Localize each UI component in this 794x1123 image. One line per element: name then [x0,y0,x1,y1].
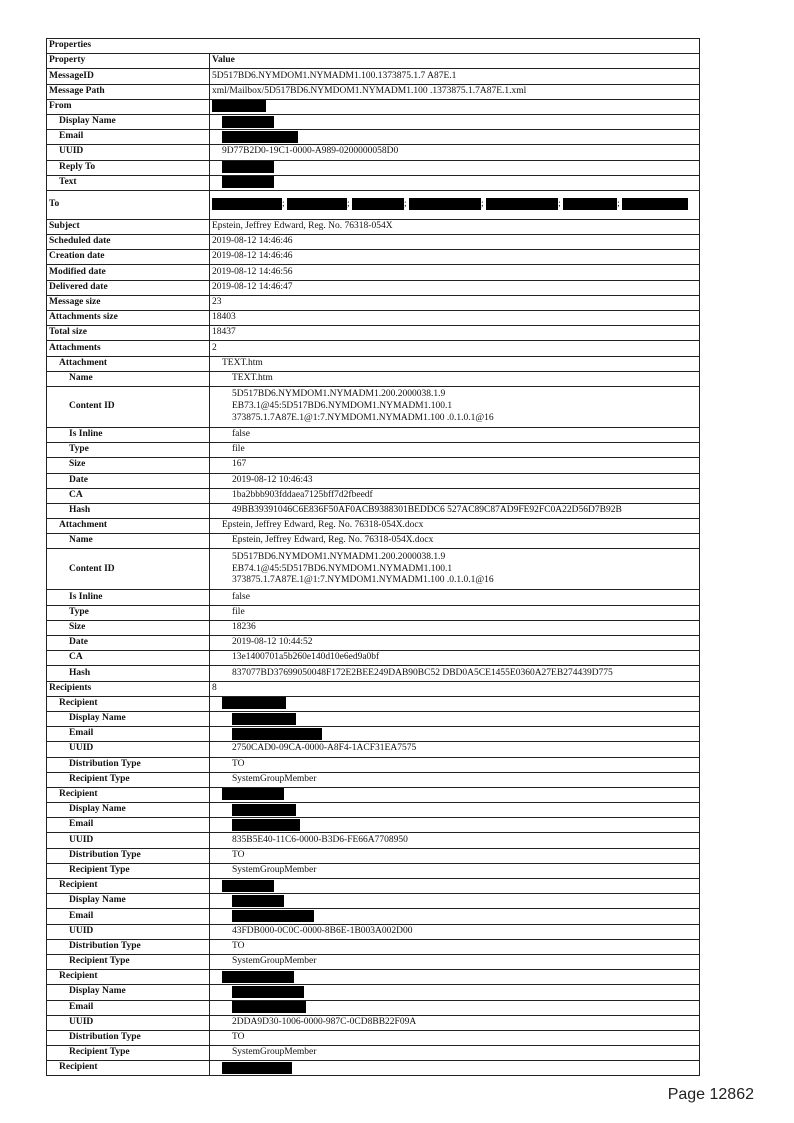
redacted-cell [210,909,700,924]
row-label: Message size [47,295,210,310]
table-row [47,970,700,985]
table-row [47,848,700,863]
table-row [47,488,700,503]
redaction-block [222,1062,292,1074]
uuid-value: 2750CAD0-09CA-0000-A8F4-1ACF31EA7575 [210,742,700,757]
content-id-line: 373875.1.7A87E.1@1:7.NYMDOM1.NYMADM1.100 .0.1.0.1@16 [232,412,494,423]
row-label: Date [47,636,210,651]
page-number: Page 12862 [667,1086,754,1103]
distribution-type-value: TO [210,939,700,954]
delivered-value: 2019-08-12 14:46:47 [210,280,700,295]
row-label: Display Name [47,985,210,1000]
content-id-line: EB74.1@45:5D517BD6.NYMDOM1.NYMADM1.100.1 [232,563,453,574]
row-label: Creation date [47,250,210,265]
type-value: file [210,605,700,620]
distribution-type-value: TO [210,1030,700,1045]
row-label: Attachment [47,356,210,371]
redacted-cell [210,787,700,802]
row-label: Recipient [47,1061,210,1076]
recipient-type-value: SystemGroupMember [210,772,700,787]
ca-value: 13e1400701a5b260e140d10e6ed9a0bf [210,651,700,666]
table-row [47,549,700,590]
table-row [47,636,700,651]
row-label: Text [47,175,210,190]
message-size-value: 23 [210,295,700,310]
row-label: Attachment [47,519,210,534]
type-value: file [210,443,700,458]
table-row [47,356,700,371]
row-label: Message Path [47,84,210,99]
redaction-block [232,1001,306,1013]
redacted-cell [210,894,700,909]
table-row [47,985,700,1000]
hash-value: 837077BD37699050048F172E2BEE249DAB90BC52 DBD0A5CE1455E0360A27EB274439D775 [210,666,700,681]
row-label: UUID [47,833,210,848]
table-row [47,803,700,818]
size-value: 18236 [210,620,700,635]
redaction-block [222,176,274,188]
redaction-block [222,131,298,143]
attachment-name-value: TEXT.htm [210,371,700,386]
table-row [47,160,700,175]
row-label: Email [47,130,210,145]
table-row [47,620,700,635]
row-label: Content ID [47,549,210,590]
row-label: Recipient [47,787,210,802]
table-row [47,590,700,605]
content-id-line: EB73.1@45:5D517BD6.NYMDOM1.NYMADM1.100.1 [232,401,453,411]
table-row [47,742,700,757]
row-label: UUID [47,924,210,939]
row-label: UUID [47,145,210,160]
table-row [47,130,700,145]
content-id-line: 373875.1.7A87E.1@1:7.NYMDOM1.NYMADM1.100 .0.1.0.1@16 [232,575,494,586]
recipients-section [47,681,700,1076]
table-row [47,833,700,848]
table-row [47,696,700,711]
row-label: Display Name [47,114,210,129]
row-label: Type [47,443,210,458]
table-row [47,605,700,620]
message-id-value: 5D517BD6.NYMDOM1.NYMADM1.100.1373875.1.7 A87E.1 [210,69,700,84]
row-label: UUID [47,742,210,757]
is-inline-value: false [210,590,700,605]
redaction-block [232,910,314,922]
row-label: Display Name [47,711,210,726]
table-row [47,681,700,696]
row-label: Type [47,605,210,620]
row-label: Name [47,371,210,386]
table-row [47,503,700,518]
redacted-cell [210,1000,700,1015]
table-row [47,175,700,190]
uuid-value: 2DDA9D30-1006-0000-987C-0CD8BB22F09A [210,1015,700,1030]
row-label: Display Name [47,803,210,818]
redaction-block [232,895,284,907]
size-value: 167 [210,458,700,473]
table-row [47,265,700,280]
row-label: Distribution Type [47,1030,210,1045]
row-label: Email [47,818,210,833]
uuid-value: 43FDB000-0C0C-0000-8B6E-1B003A002D00 [210,924,700,939]
message-path-value: xml/Mailbox/5D517BD6.NYMDOM1.NYMADM1.100 .1373875.1.7A87E.1.xml [210,84,700,99]
row-label: Recipient Type [47,772,210,787]
redacted-cell [210,727,700,742]
redacted-cell [210,696,700,711]
redacted-cell [210,114,700,129]
table-row [47,371,700,386]
attachment-value: Epstein, Jeffrey Edward, Reg. No. 76318-054X.docx [210,519,700,534]
redacted-cell [210,879,700,894]
row-label: Delivered date [47,280,210,295]
redaction-block [287,198,347,210]
header-value: Value [210,54,700,69]
redaction-block [232,986,304,998]
table-row [47,909,700,924]
table-row [47,534,700,549]
table-row [47,295,700,310]
row-label: Modified date [47,265,210,280]
redacted-cell [210,1061,700,1076]
row-label: Attachments [47,341,210,356]
table-row [47,519,700,534]
attachments-section [47,356,700,681]
row-label: UUID [47,1015,210,1030]
recipient-type-value: SystemGroupMember [210,954,700,969]
distribution-type-value: TO [210,757,700,772]
table-row [47,341,700,356]
redacted-cell [210,175,700,190]
row-label: Attachments size [47,311,210,326]
row-label: Email [47,727,210,742]
table-title: Properties [47,39,700,54]
table-row [47,250,700,265]
table-row [47,386,700,427]
redaction-block [232,728,322,740]
redaction-block [212,198,282,210]
redacted-cell [210,130,700,145]
table-row [47,69,700,84]
redaction-block [409,198,481,210]
table-row [47,863,700,878]
table-row [47,1030,700,1045]
table-row [47,1000,700,1015]
row-label: Recipient Type [47,1046,210,1061]
redaction-block [563,198,617,210]
table-row [47,311,700,326]
redaction-block [222,788,284,800]
table-row [47,99,700,114]
table-row [47,280,700,295]
redacted-cell: ; ; ; ; ; ; [210,190,700,219]
redaction-block [232,713,296,725]
redacted-cell [210,99,700,114]
redaction-block [222,697,286,709]
row-label: Scheduled date [47,235,210,250]
table-row [47,473,700,488]
row-label: Distribution Type [47,757,210,772]
table-row [47,235,700,250]
redaction-block [232,804,296,816]
date-value: 2019-08-12 10:46:43 [210,473,700,488]
header-row [47,54,700,69]
redacted-cell [210,985,700,1000]
row-label: Name [47,534,210,549]
table-row [47,326,700,341]
redacted-cell [210,970,700,985]
row-label: Is Inline [47,427,210,442]
attachments-count-value: 2 [210,341,700,356]
row-label: Recipient Type [47,954,210,969]
table-row [47,666,700,681]
redaction-block [352,198,404,210]
creation-value: 2019-08-12 14:46:46 [210,250,700,265]
table-row [47,924,700,939]
row-label: Recipients [47,681,210,696]
table-row [47,787,700,802]
header-property: Property [47,54,210,69]
table-row [47,894,700,909]
table-row [47,145,700,160]
attachments-size-value: 18403 [210,311,700,326]
row-label: Hash [47,503,210,518]
attachment-name-value: Epstein, Jeffrey Edward, Reg. No. 76318-054X.docx [210,534,700,549]
content-id-line: 5D517BD6.NYMDOM1.NYMADM1.200.2000038.1.9 [232,551,446,562]
row-label: Subject [47,219,210,234]
redaction-block [212,100,266,112]
total-size-value: 18437 [210,326,700,341]
recipient-type-value: SystemGroupMember [210,1046,700,1061]
scheduled-value: 2019-08-12 14:46:46 [210,235,700,250]
redaction-block [622,198,688,210]
row-label: CA [47,488,210,503]
table-row [47,1061,700,1076]
table-row [47,727,700,742]
table-row [47,818,700,833]
date-value: 2019-08-12 10:44:52 [210,636,700,651]
row-label: Distribution Type [47,848,210,863]
row-label: Email [47,909,210,924]
redacted-cell [210,818,700,833]
modified-value: 2019-08-12 14:46:56 [210,265,700,280]
row-label: CA [47,651,210,666]
table-row [47,427,700,442]
content-id-line: 5D517BD6.NYMDOM1.NYMADM1.200.2000038.1.9 [232,389,446,400]
recipients-count-value: 8 [210,681,700,696]
table-row [47,939,700,954]
row-label: Date [47,473,210,488]
content-id-value [210,386,700,427]
is-inline-value: false [210,427,700,442]
redacted-cell [210,803,700,818]
row-label: From [47,99,210,114]
row-label: Size [47,620,210,635]
table-row [47,84,700,99]
row-label: Recipient Type [47,863,210,878]
table-row [47,711,700,726]
content-id-value [210,549,700,590]
table-row [47,879,700,894]
redaction-block [222,161,274,173]
row-label: Recipient [47,879,210,894]
row-label: To [47,190,210,219]
row-label: Is Inline [47,590,210,605]
row-label: Content ID [47,386,210,427]
properties-table [46,38,700,1076]
row-label: Recipient [47,970,210,985]
table-row [47,114,700,129]
subject-value: Epstein, Jeffrey Edward, Reg. No. 76318-054X [210,219,700,234]
table-row [47,1046,700,1061]
table-row [47,1015,700,1030]
row-label: Hash [47,666,210,681]
table-row [47,757,700,772]
redacted-cell [210,160,700,175]
table-row [47,219,700,234]
redaction-block [222,880,274,892]
ca-value: 1ba2bbb903fddaea7125bff7d2fbeedf [210,488,700,503]
table-row [47,190,700,219]
row-label: Display Name [47,894,210,909]
recipient-type-value: SystemGroupMember [210,863,700,878]
row-label: Distribution Type [47,939,210,954]
hash-value: 49BB39391046C6E836F50AF0ACB9388301BEDDC6 527AC89C87AD9FE92FC0A22D56D7B92B [210,503,700,518]
distribution-type-value: TO [210,848,700,863]
title-row [47,39,700,54]
redaction-block [232,819,300,831]
table-row [47,651,700,666]
table-row [47,443,700,458]
row-label: Email [47,1000,210,1015]
row-label: Total size [47,326,210,341]
redaction-block [486,198,558,210]
from-uuid-value: 9D77B2D0-19C1-0000-A989-0200000058D0 [210,145,700,160]
attachment-value: TEXT.htm [210,356,700,371]
row-label: MessageID [47,69,210,84]
redacted-cell [210,711,700,726]
uuid-value: 835B5E40-11C6-0000-B3D6-FE66A7708950 [210,833,700,848]
table-row [47,772,700,787]
redaction-block [222,116,274,128]
redaction-block [222,971,294,983]
row-label: Recipient [47,696,210,711]
row-label: Reply To [47,160,210,175]
table-row [47,954,700,969]
row-label: Size [47,458,210,473]
table-row [47,458,700,473]
